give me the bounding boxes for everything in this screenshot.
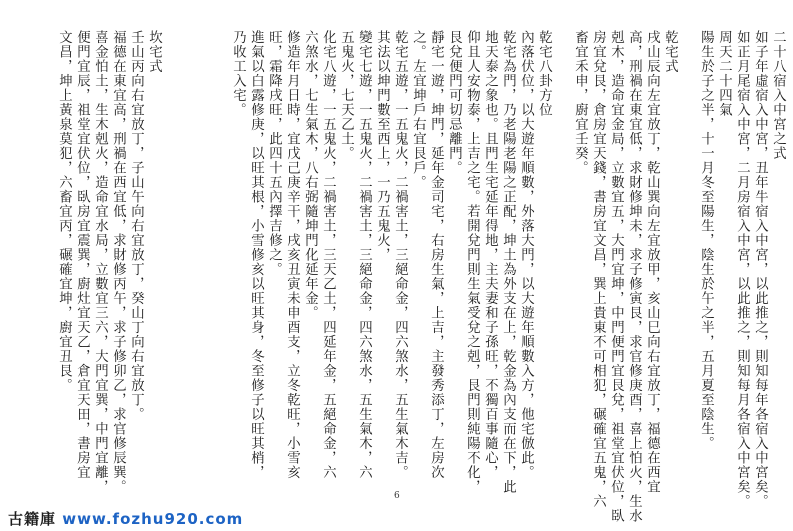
text-column: 如正月尾宿入中宮，二月房宿入中宮，以此推之，則知每月各宿入中宮矣。 — [734, 30, 750, 509]
section-heading: 乾宅八卦方位 — [536, 30, 552, 117]
text-column: 進氣以白露修庚，以旺其根，小雪修亥以旺其身，冬至修子以旺其梢， — [248, 30, 264, 480]
text-column: 畜宜禾申，廚宜壬癸。 — [572, 30, 588, 175]
text-column: 文昌，坤上黃泉莫犯，六畜宜丙，碾確宜坤，廚宜丑艮。 — [56, 30, 72, 393]
text-column: 仰且人安物泰，上吉之宅。若開兌門則生氣受兌之剋，艮門則純陽不化， — [464, 30, 480, 494]
text-column: 內落伏位，以大遊年順數，外落大門，以大遊年順數入方，他宅倣此。 — [518, 30, 534, 480]
text-column: 乃收工入宅。 — [230, 30, 246, 117]
text-column: 靜宅一遊，坤門，延年金司宅，右房生氣，上吉，主發秀添丁，左房次 — [428, 30, 444, 480]
text-column: 變宅七遊，一五鬼火，二禍害土，三絕命金，四六煞水，五生氣木，六 — [356, 30, 372, 480]
text-column: 乾宅為門，乃老陽老陽之正配，坤土為外支在上，乾金為內支而在下，此 — [500, 30, 516, 494]
site-watermark — [0, 501, 793, 531]
text-column: 乾宅五遊，一五鬼火，二禍害土，三絕命金，四六煞水，五生氣木吉。 — [392, 30, 408, 480]
text-column: 修造年月日時，宜戊己庚辛干，戌亥丑寅未申酉支，立冬乾旺，小雪亥 — [284, 30, 300, 480]
text-column: 艮兌便門可切忌離門。 — [446, 30, 462, 175]
text-column: 戌山辰向左宜放丁，乾山巽向左宜放甲，亥山巳向右宜放丁，福德在西宜 — [644, 30, 660, 494]
text-column: 旺，霜降戌旺，此四十五內擇吉修之。 — [266, 30, 282, 277]
watermark-text — [8, 508, 243, 529]
section-heading: 乾宅式 — [662, 30, 678, 74]
text-column: 便門宜辰，祖堂宜伏位，臥房宜震巽，廚灶宜天乙，倉宜天田，書房宜 — [74, 30, 90, 480]
text-column: 壬山丙向右宜放丁，子山午向右宜放丁，癸山丁向右宜放丁。 — [128, 30, 144, 422]
page-number: 6 — [394, 491, 400, 501]
text-column: 五鬼火，七天乙土。 — [338, 30, 354, 161]
text-column: 地天泰之象也。且門生宅延年得地，主夫妻和子孫旺，不獨百事隨心， — [482, 30, 498, 480]
text-column: 高，刑禍在東宜低，求財修坤未，求子修寅艮，求官修庚酉，喜上怕火，生水 — [626, 30, 642, 523]
text-column: 如子年虛宿入中宮，丑年牛宿入中宮，以此推之，則知每年各宿入中宮矣。 — [752, 30, 768, 509]
text-column: 六煞水，七生氣木，八右弼隨坤門化延年金。 — [302, 30, 318, 320]
text-column: 之。左宜坤戶右宜艮戶。 — [410, 30, 426, 190]
text-column: 喜金怕土，生木剋火，造命宜水局，立數宜三六，大門宜巽，中門宜離， — [92, 30, 108, 494]
site-domain: www.fozhu920.com — [62, 510, 244, 528]
text-column: 化宅八遊，一五鬼火，二禍害土，三天乙土，四延年金，五絕命金，六 — [320, 30, 336, 480]
text-column: 二十八宿入中宮之式 — [770, 30, 786, 161]
text-column: 其法以坤門數至西上，一乃五鬼火， — [374, 30, 390, 262]
text-column: 陽生於子之半，十一月冬至陽生，陰生於午之半，五月夏至陰生。 — [698, 30, 714, 451]
text-column: 房宜兌艮，倉房宜天錢，書房宜文昌，巽上貴東不可相犯，碾確宜五鬼，六 — [590, 30, 606, 509]
site-name: 古籍庫 — [8, 510, 57, 528]
text-column: 剋木，造命宜金局，立數宜五，大門宜坤，中門便門宜艮兌，祖堂宜伏位，臥 — [608, 30, 624, 523]
text-column: 福德在東宜高，刑禍在西宜低，求財修丙午，求子修卯乙，求官修辰巽。 — [110, 30, 126, 494]
section-heading: 坎宅式 — [146, 30, 162, 74]
text-column: 周天二十四氣 — [716, 30, 732, 117]
